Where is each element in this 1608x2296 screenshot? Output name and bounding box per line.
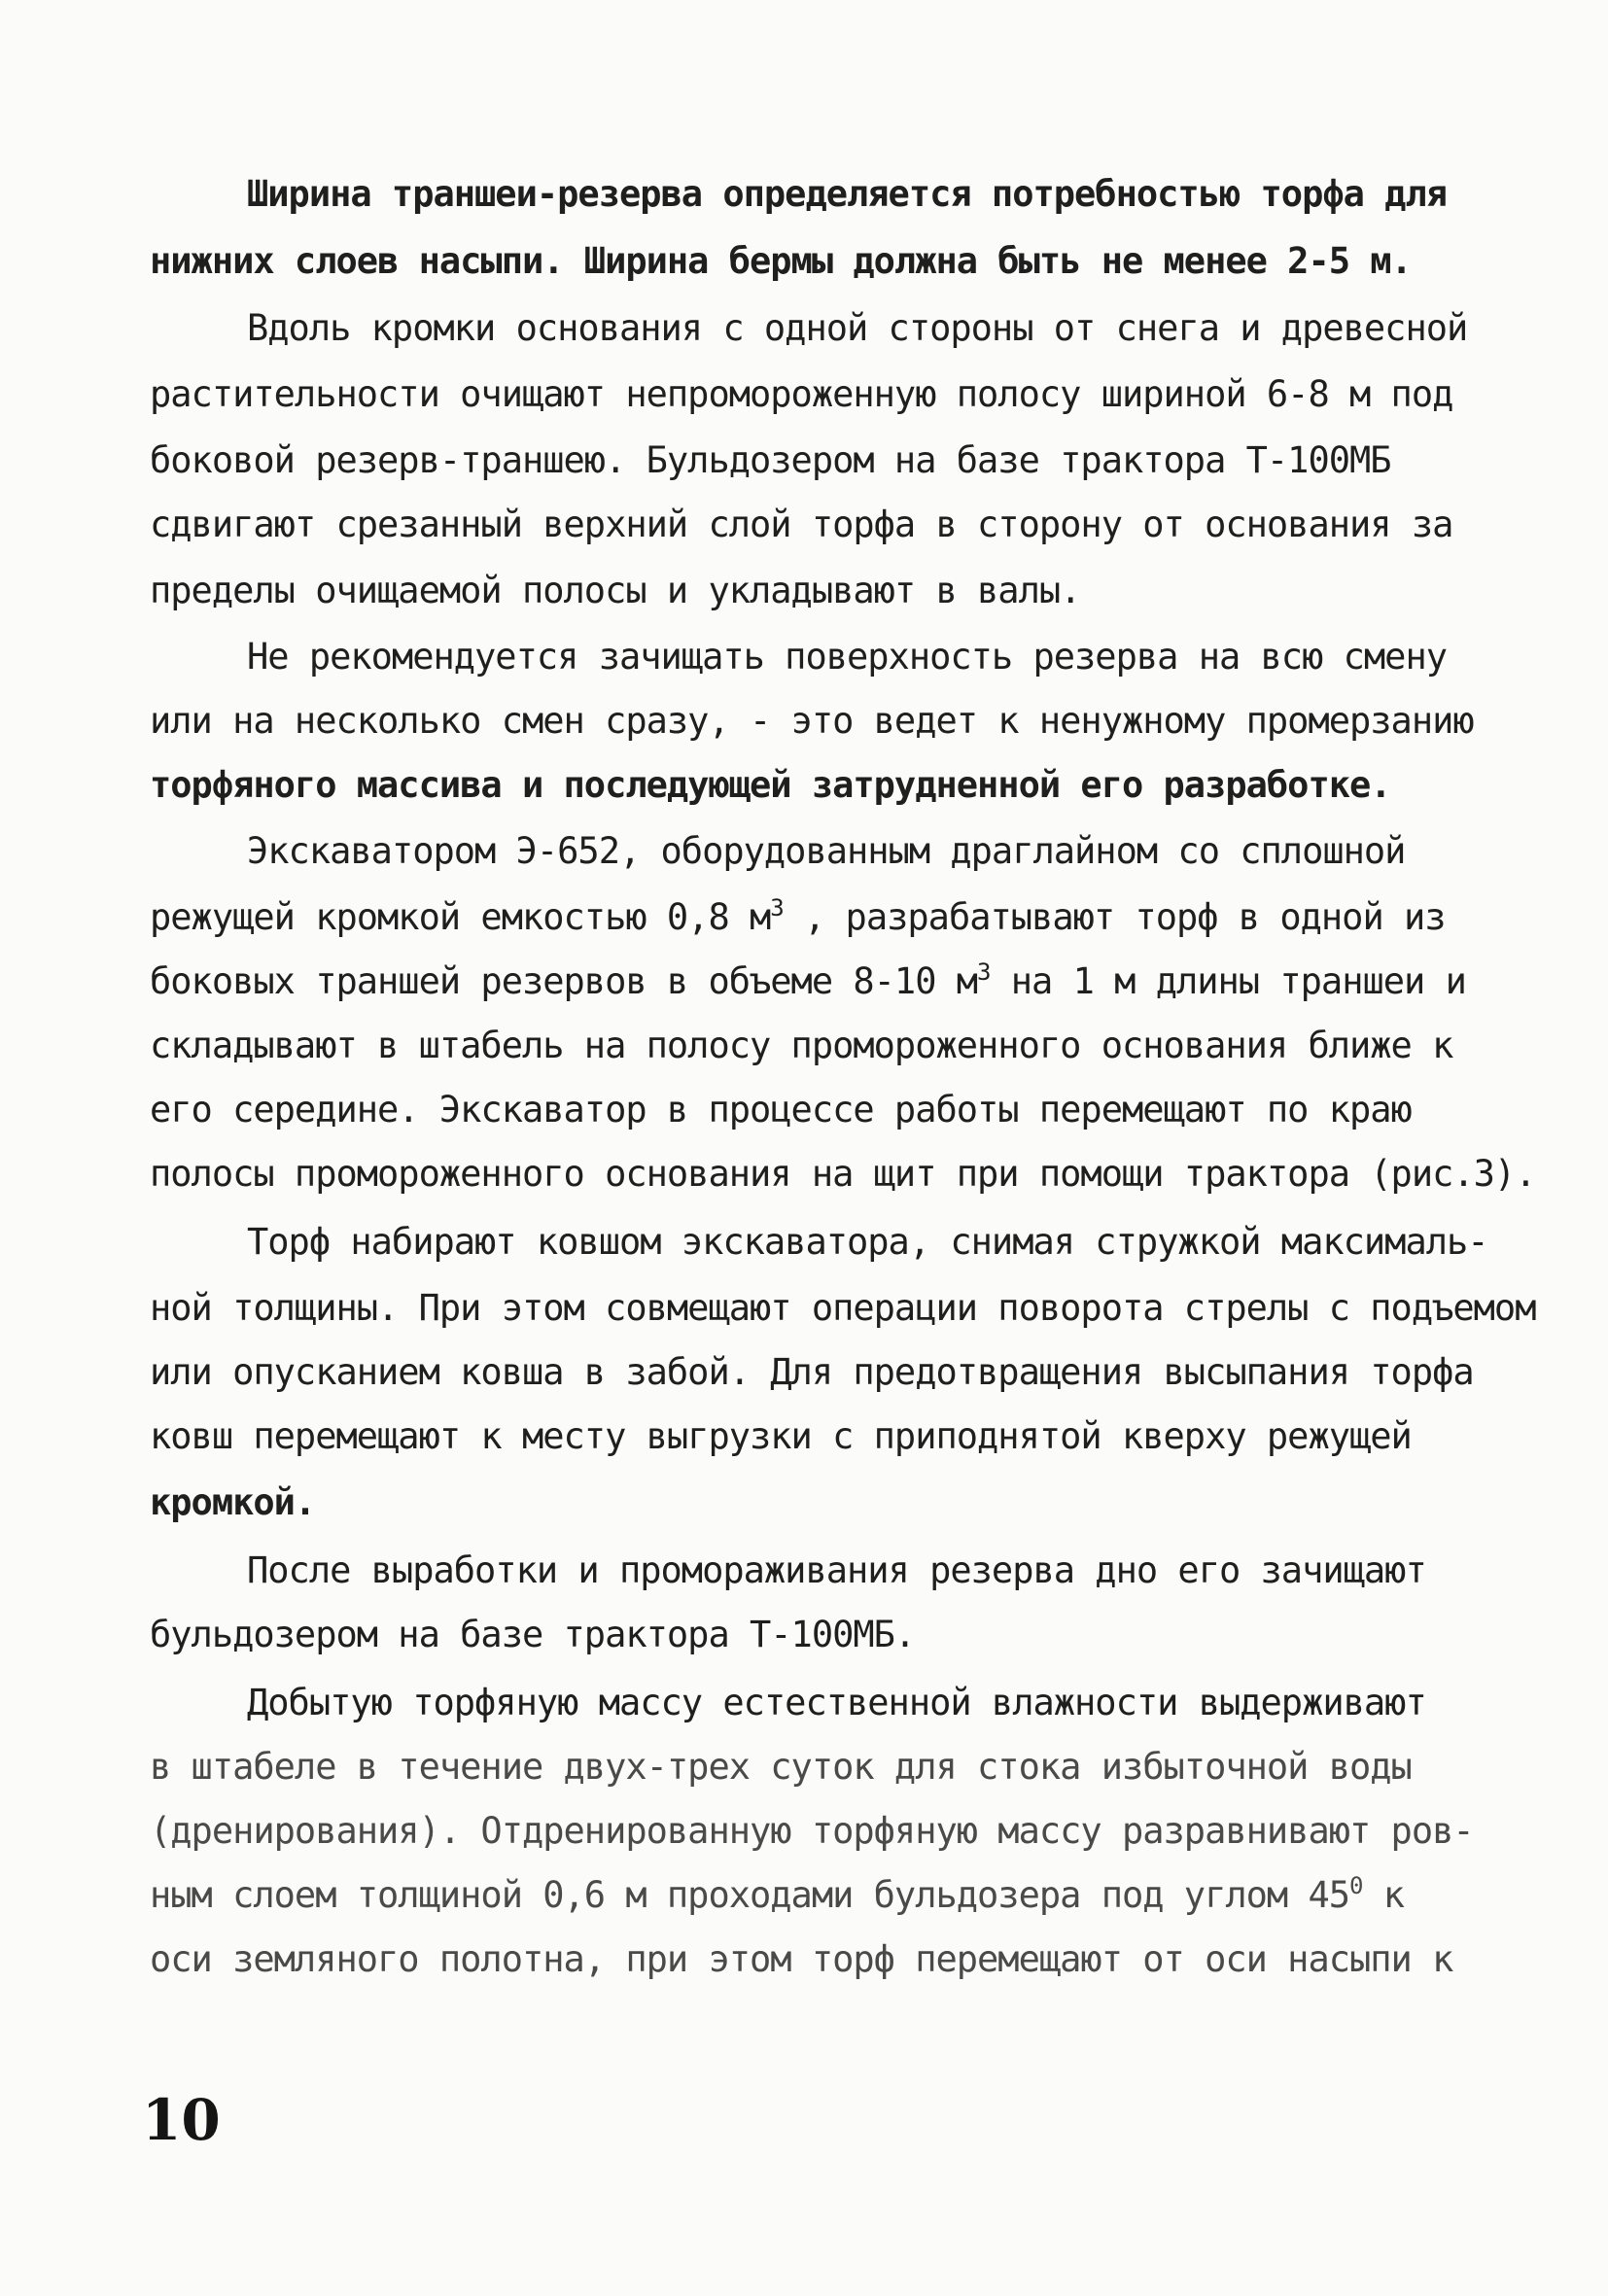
superscript: 0 <box>1349 1872 1363 1899</box>
text-segment: ным слоем толщиной 0,6 м проходами бульдозера под углом 45 <box>150 1874 1350 1916</box>
text-line: сдвигают срезанный верхний слой торфа в сторону от основания за <box>150 504 1453 545</box>
text-segment: на 1 м длины траншеи и <box>990 960 1466 1002</box>
text-segment: режущей кромкой емкостью 0,8 м <box>150 896 771 938</box>
text-line: (дренирования). Отдренированную торфяную массу разравнивают ров- <box>150 1810 1474 1852</box>
text-line: Торф набирают ковшом экскаватора, снимая стружкой максималь- <box>247 1221 1488 1263</box>
text-line: Экскаватором Э-652, оборудованным драглайном со сплошной <box>247 830 1406 872</box>
text-line: Не рекомендуется зачищать поверхность резерва на всю смену <box>247 636 1448 678</box>
text-line: его середине. Экскаватор в процессе работы перемещают по краю <box>150 1089 1412 1131</box>
text-segment: , разрабатывают торф в одной из <box>783 896 1446 938</box>
text-line: растительности очищают непромороженную полосу шириной 6-8 м под <box>150 373 1453 415</box>
text-line: кромкой. <box>150 1481 316 1523</box>
text-line: ной толщины. При этом совмещают операции поворота стрелы с подъемом <box>150 1287 1536 1329</box>
superscript: 3 <box>977 958 991 986</box>
text-line: пределы очищаемой полосы и укладывают в валы. <box>150 570 1081 611</box>
text-line: торфяного массива и последующей затрудненной его разработке. <box>150 764 1391 806</box>
text-line: в штабеле в течение двух-трех суток для стока избыточной воды <box>150 1746 1412 1788</box>
text-line <box>150 896 1446 939</box>
text-line: бульдозером на базе трактора Т-100МБ. <box>150 1614 916 1655</box>
text-line: боковой резерв-траншею. Бульдозером на базе трактора Т-100МБ <box>150 439 1391 481</box>
text-segment: к <box>1362 1874 1405 1916</box>
text-line: Ширина траншеи-резерва определяется потребностью торфа для <box>247 173 1448 215</box>
text-line: нижних слоев насыпи. Ширина бермы должна быть не менее 2-5 м. <box>150 240 1412 282</box>
text-line: оси земляного полотна, при этом торф перемещают от оси насыпи к <box>150 1938 1453 1980</box>
text-line: Добытую торфяную массу естественной влажности выдерживают <box>247 1682 1426 1723</box>
text-line <box>150 960 1466 1003</box>
text-line: или на несколько смен сразу, - это ведет к ненужному промерзанию <box>150 700 1474 742</box>
text-segment: боковых траншей резервов в объеме 8-10 м <box>150 960 978 1002</box>
text-line: ковш перемещают к месту выгрузки с приподнятой кверху режущей <box>150 1415 1412 1457</box>
text-line: складывают в штабель на полосу промороженного основания ближе к <box>150 1025 1453 1066</box>
page-number: 10 <box>142 2087 221 2153</box>
text-line: Вдоль кромки основания с одной стороны от снега и древесной <box>247 307 1468 349</box>
text-line: полосы промороженного основания на щит при помощи трактора (рис.3). <box>150 1153 1536 1195</box>
superscript: 3 <box>770 894 784 922</box>
text-line <box>150 1874 1404 1917</box>
text-line: После выработки и промораживания резерва дно его зачищают <box>247 1549 1426 1591</box>
text-line: или опусканием ковша в забой. Для предотвращения высыпания торфа <box>150 1351 1474 1393</box>
